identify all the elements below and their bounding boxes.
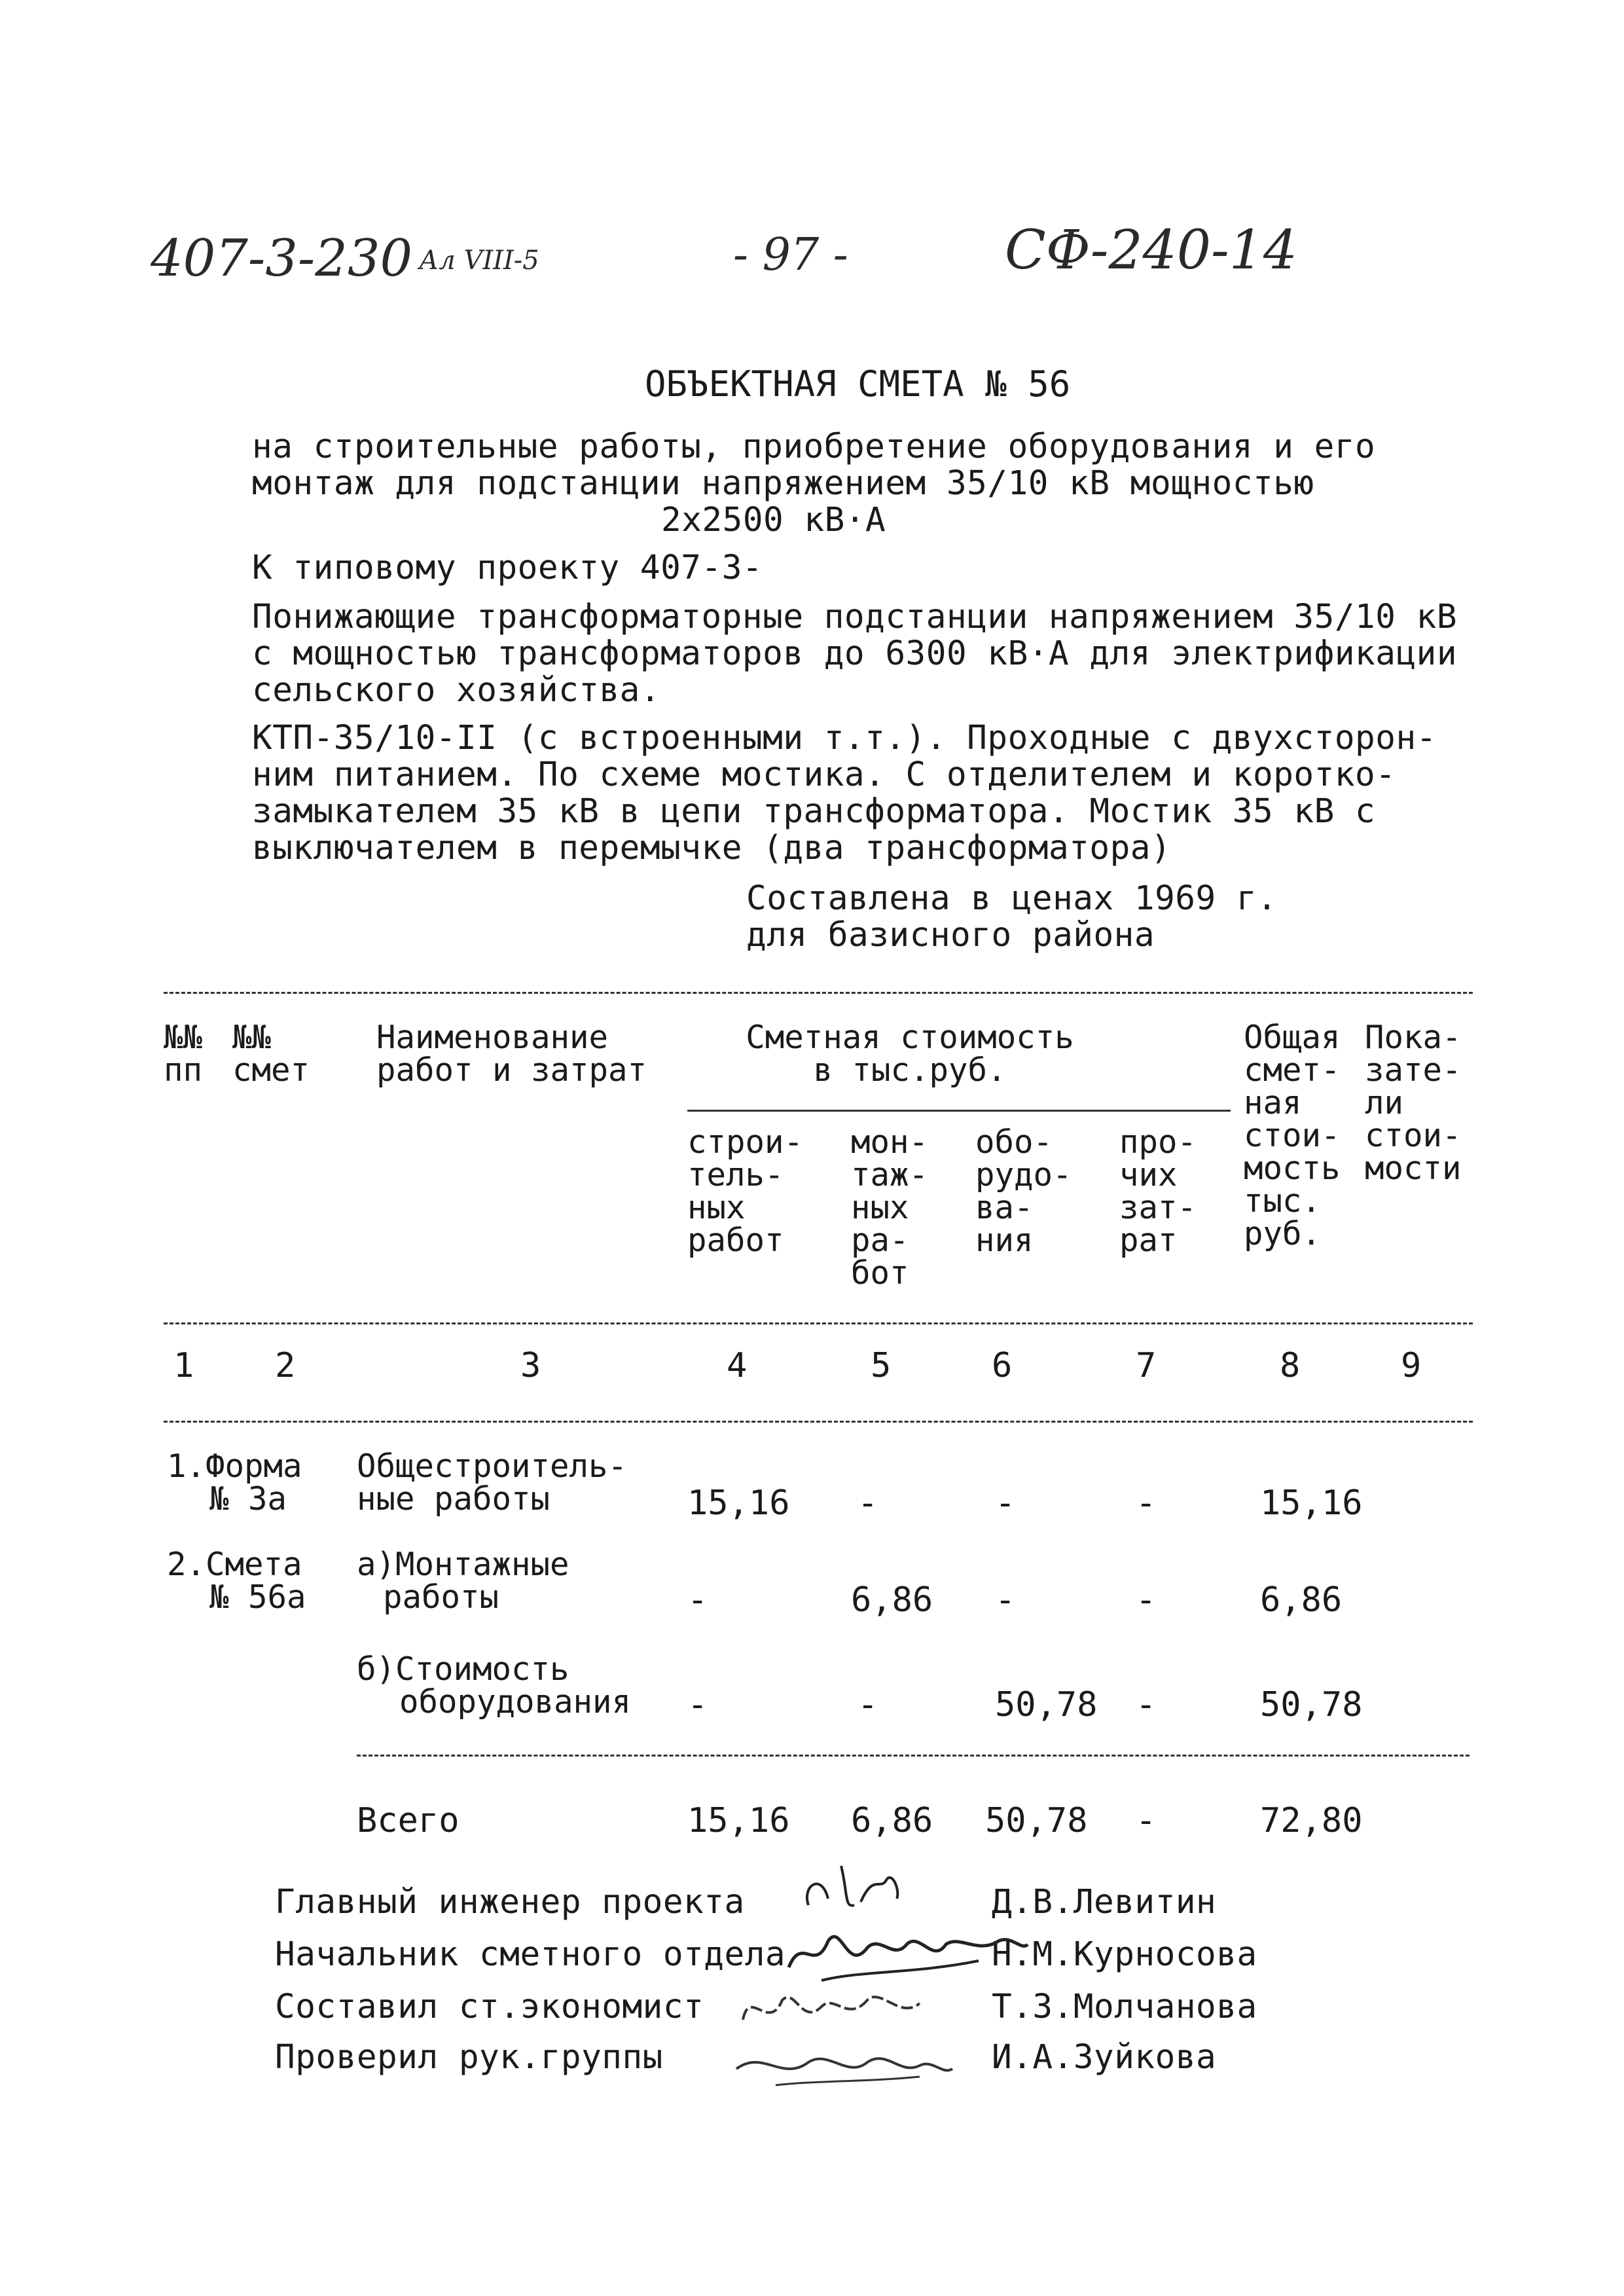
row1-number: 1.Форма № 3а [167,1448,302,1518]
row1-name: Общестроитель- ные работы [357,1448,628,1518]
signature-scribble-3 [730,1974,939,2046]
subtitle-line-3: 2х2500 кВ·А [661,501,886,539]
prices-line-2: для базисного района [746,916,1155,955]
header-col3: Наименование работ и затрат [376,1019,647,1089]
subtitle-line-1: на строительные работы, приобретение оборудования и его [252,428,1376,466]
handwritten-left-code: 407-3-230 [151,229,413,288]
row1-c4: 15,16 [687,1484,790,1523]
colnum-4: 4 [727,1346,748,1385]
row3-c5: - [857,1685,878,1724]
subtitle-line-2: монтаж для подстанции напряжением 35/10 кВ мощностью [252,464,1314,503]
total-c8: 72,80 [1260,1801,1363,1840]
header-col2: №№ смет [232,1019,310,1089]
header-col6: обо- рудо- ва- ния [975,1123,1072,1259]
row1-c8: 15,16 [1260,1484,1363,1523]
row1-c5: - [857,1484,878,1523]
signature-role-1: Главный инженер проекта [275,1883,745,1922]
table-top-rule [164,992,1473,994]
row3-c7: - [1136,1685,1157,1724]
colnum-1: 1 [173,1346,194,1385]
signature-name-2: Н.М.Курносова [992,1935,1257,1974]
project-reference: К типовому проекту 407-3- [252,549,763,587]
colnum-bottom-rule [164,1421,1473,1423]
colnum-6: 6 [992,1346,1013,1385]
description-line-2: с мощностью трансформаторов до 6300 кВ·А для электрификации [252,634,1458,673]
header-group-rule [687,1110,1231,1112]
total-c6: 50,78 [985,1801,1088,1840]
row2-number: 2.Смета № 56а [167,1546,306,1616]
header-col7: про- чих зат- рат [1119,1123,1197,1259]
colnum-5: 5 [871,1346,892,1385]
total-c7: - [1136,1801,1157,1840]
row2-name: а)Монтажные работы [357,1546,569,1616]
header-col8: Общая смет- ная стои- мость тыс. руб. [1244,1019,1341,1252]
row3-c6: 50,78 [995,1685,1098,1724]
row3-c4: - [687,1685,708,1724]
row1-c6: - [995,1484,1016,1523]
colnum-9: 9 [1401,1346,1422,1385]
page-number: - 97 - [733,229,848,281]
signature-scribble-4 [723,2036,959,2095]
spec-line-1: КТП-35/10-II (с встроенными т.т.). Проходные с двухсторон- [252,719,1437,757]
colnum-2: 2 [275,1346,296,1385]
row3-name: б)Стоимость оборудования [357,1650,632,1721]
row2-c5: 6,86 [851,1580,933,1620]
spec-line-3: замыкателем 35 кВ в цепи трансформатора. Мостик 35 кВ с [252,792,1376,831]
signature-scribble-1 [782,1853,979,1918]
total-c4: 15,16 [687,1801,790,1840]
row3-c8: 50,78 [1260,1685,1363,1724]
colnum-7: 7 [1136,1346,1157,1385]
signature-role-4: Проверил рук.группы [275,2038,663,2077]
document-title: ОБЪЕКТНАЯ СМЕТА № 56 [645,363,1071,405]
colnum-3: 3 [520,1346,541,1385]
signature-name-4: И.А.Зуйкова [992,2038,1217,2077]
row2-c6: - [995,1580,1016,1620]
colnum-8: 8 [1280,1346,1301,1385]
signature-role-3: Составил ст.экономист [275,1988,704,2026]
description-line-3: сельского хозяйства. [252,671,661,710]
row2-c7: - [1136,1580,1157,1620]
signature-name-1: Д.В.Левитин [992,1883,1217,1922]
handwritten-right-code: СФ-240-14 [1005,219,1298,282]
header-col9: Пока- зате- ли стои- мости [1365,1019,1462,1187]
header-bottom-rule [164,1322,1473,1324]
row2-c8: 6,86 [1260,1580,1343,1620]
prices-line-1: Составлена в ценах 1969 г. [746,879,1278,918]
header-group: Сметная стоимость в тыс.руб. [746,1019,1074,1089]
header-col4: строи- тель- ных работ [687,1123,804,1259]
spec-line-2: ним питанием. По схеме мостика. С отделителем и коротко- [252,756,1396,794]
total-top-rule [357,1755,1470,1757]
header-col1: №№ пп [164,1019,203,1089]
row2-c4: - [687,1580,708,1620]
row1-c7: - [1136,1484,1157,1523]
total-label: Всего [357,1801,460,1840]
header-col5: мон- таж- ных ра- бот [851,1123,929,1292]
description-line-1: Понижающие трансформаторные подстанции напряжением 35/10 кВ [252,598,1458,636]
signature-role-2: Начальник сметного отдела [275,1935,786,1974]
total-c5: 6,86 [851,1801,933,1840]
signature-name-3: Т.З.Молчанова [992,1988,1257,2026]
spec-line-4: выключателем в перемычке (два трансформатора) [252,829,1172,867]
handwritten-album: Ал VIII-5 [419,246,539,276]
